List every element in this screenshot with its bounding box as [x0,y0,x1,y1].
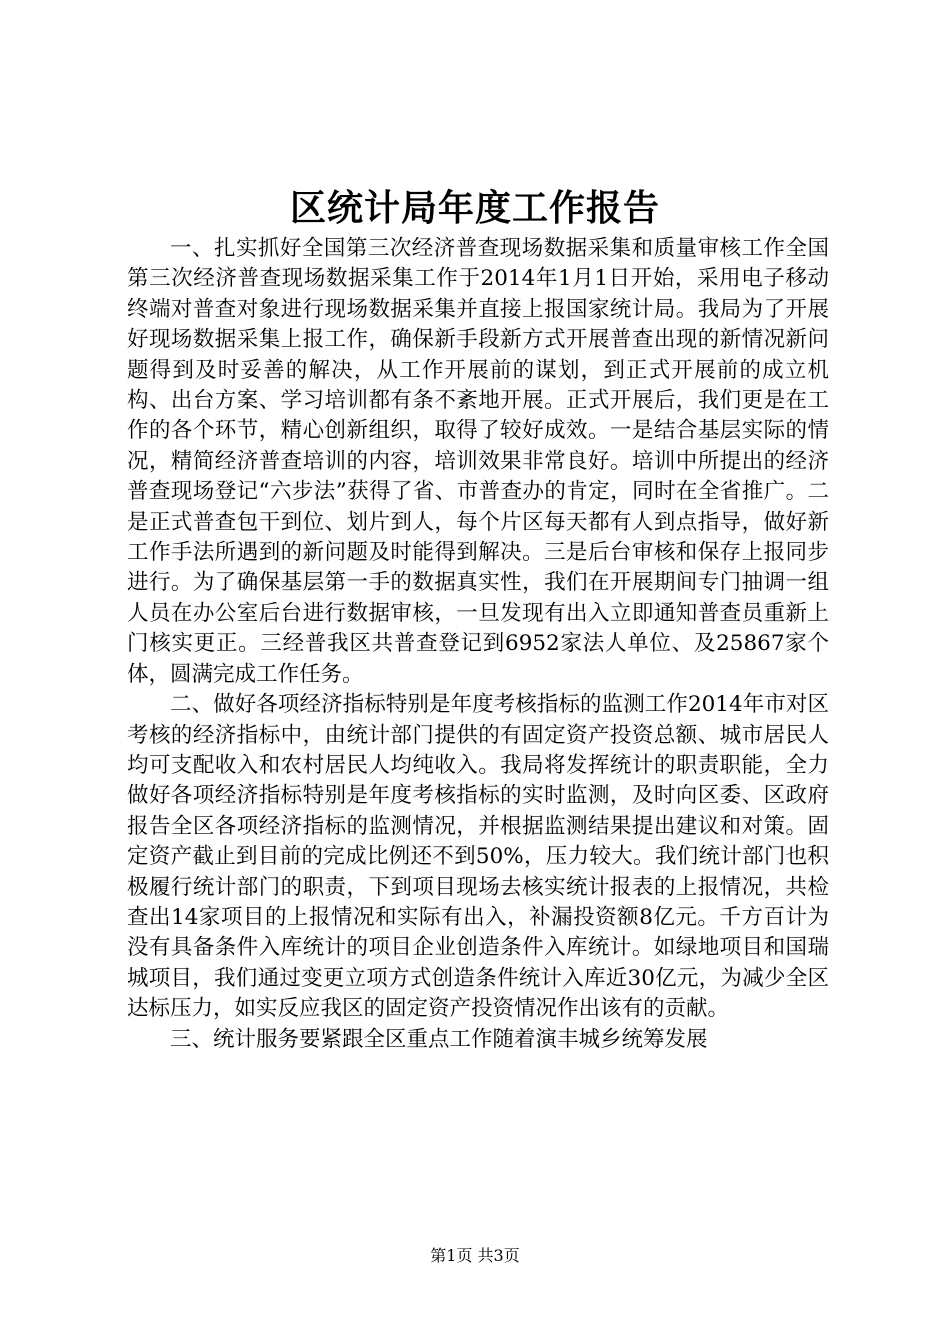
paragraph-section-3: 三、统计服务要紧跟全区重点工作随着演丰城乡统筹发展 [170,1026,708,1052]
document-title: 区统计局年度工作报告 [289,187,660,229]
page-number-footer: 第1页 共3页 [430,1246,520,1265]
paragraph-section-2: 二、做好各项经济指标特别是年度考核指标的监测工作2014年市对区考核的经济指标中，由统计部门提供的有固定资产投资总额、城市居民人均可支配收入和农村居民人均纯收入。我局将发挥统计的职责职能，全力做好各项经济指标特别是年度考核指标的实时监测，及时向区委、区政府报告全区各项经济指标的监测情况，并根据监测结果提出建议和对策。固定资产截止到目前的完成比例还不到50%，压力较大。我们统计部门也积极履行统计部门的职责，下到项目现场去核实统计报表的上报情况，共检查出14家项目的上报情况和实际有出入，补漏投资额8亿元。千方百计为没有具备条件入库统计的项目企业创造条件入库统计。如绿地项目和国瑞城项目，我们通过变更立项方式创造条件统计入库近30亿元，为减少全区达标压力，如实反应我区的固定资产投资情况作出该有的贡献。 [127,692,829,1022]
document-body [127,234,829,1055]
paragraph-section-1: 一、扎实抓好全国第三次经济普查现场数据采集和质量审核工作全国第三次经济普查现场数据采集工作于2014年1月1日开始，采用电子移动终端对普查对象进行现场数据采集并直接上报国家统计局。我局为了开展好现场数据采集上报工作，确保新手段新方式开展普查出现的新情况新问题得到及时妥善的解决，从工作开展前的谋划，到正式开展前的成立机构、出台方案、学习培训都有条不紊地开展。正式开展后，我们更是在工作的各个环节，精心创新组织，取得了较好成效。一是结合基层实际的情况，精简经济普查培训的内容，培训效果非常良好。培训中所提出的经济普查现场登记“六步法”获得了省、市普查办的肯定，同时在全省推广。二是正式普查包干到位、划片到人，每个片区每天都有人到点指导，做好新工作手法所遇到的新问题及时能得到解决。三是后台审核和保存上报同步进行。为了确保基层第一手的数据真实性，我们在开展期间专门抽调一组人员在办公室后台进行数据审核，一旦发现有出入立即通知普查员重新上门核实更正。三经普我区共普查登记到6952家法人单位、及25867家个体，圆满完成工作任务。 [127,236,829,687]
